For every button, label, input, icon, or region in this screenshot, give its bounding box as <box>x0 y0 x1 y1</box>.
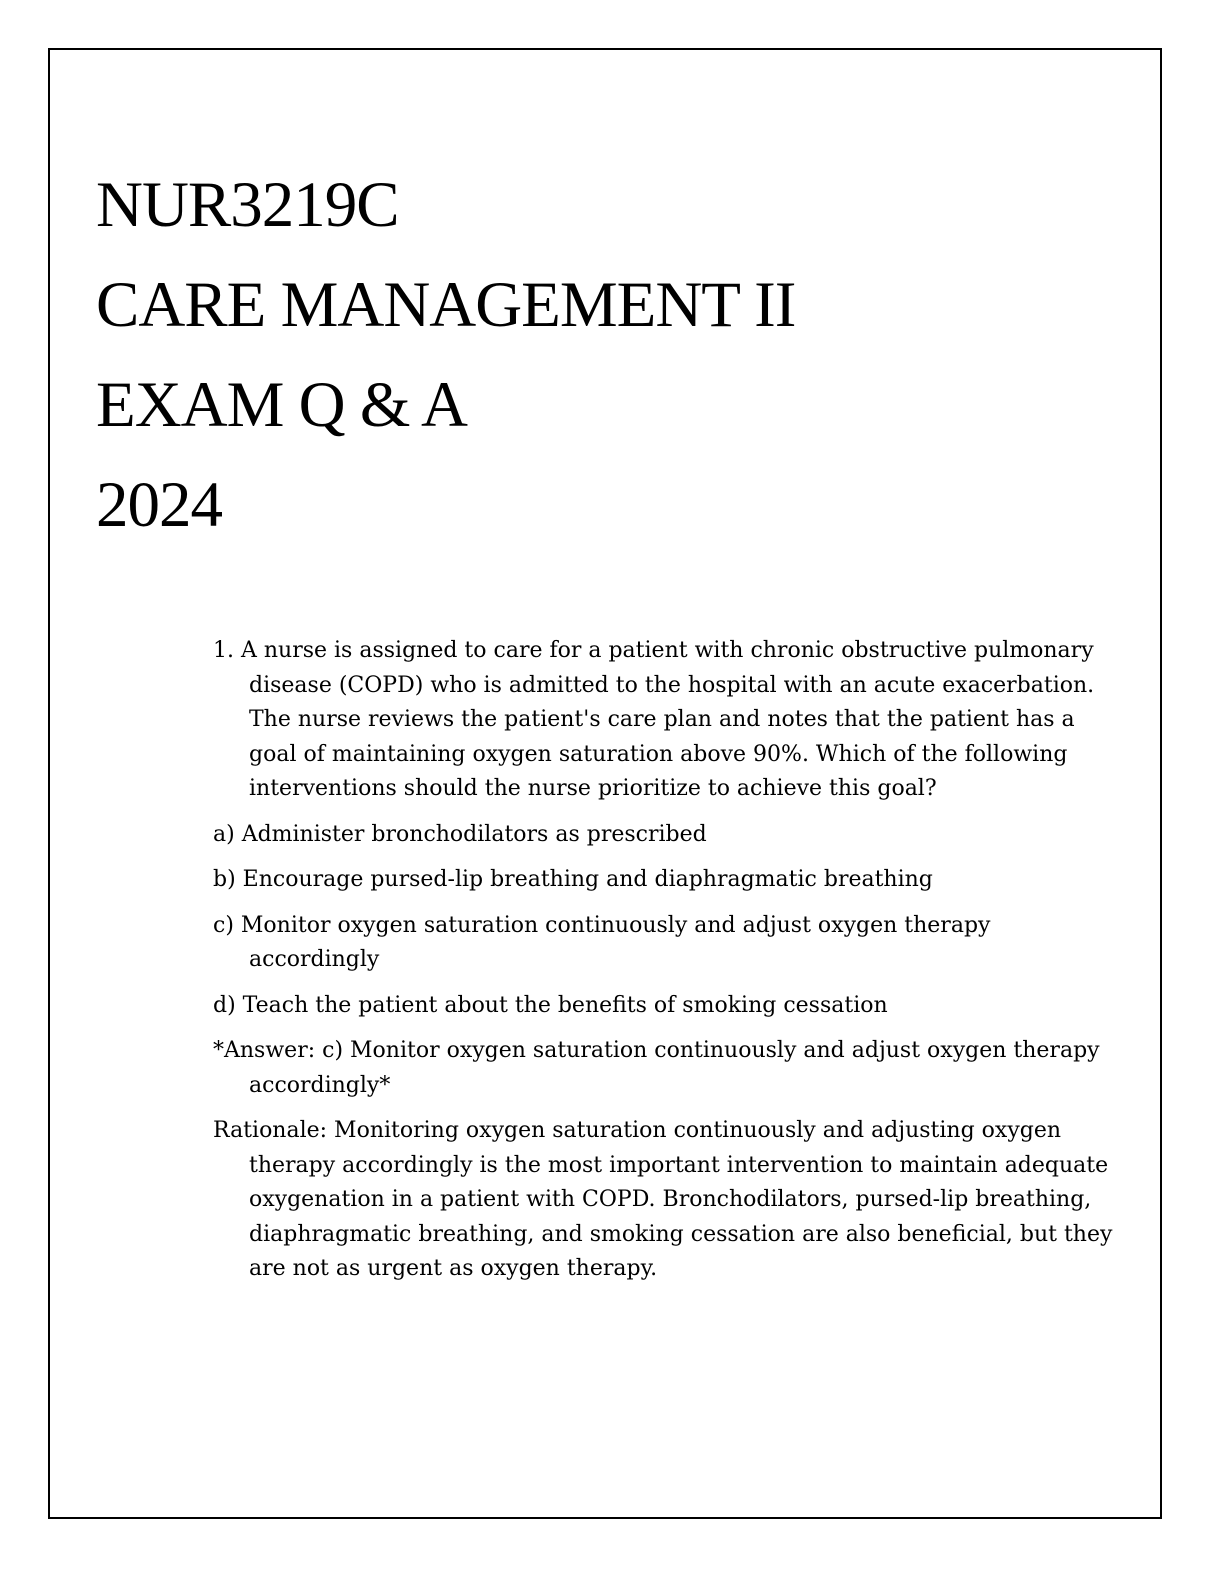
option-d: d) Teach the patient about the benefits of smoking cessation <box>213 992 888 1018</box>
title-course-name: CARE MANAGEMENT II <box>96 269 796 341</box>
option-a: a) Administer bronchodilators as prescribed <box>213 821 707 847</box>
option-c: c) Monitor oxygen saturation continuously and adjust oxygen therapy accordingly <box>213 912 991 972</box>
rationale-text: Rationale: Monitoring oxygen saturation continuously and adjusting oxygen therapy accordingly is the most important intervention to maintain adequate oxygenation in a patient with COPD. Bronchodilators, pursed-lip breathing, diaphragmatic breathing, and smoking cessation are also beneficial, but they are not as urgent as oxygen therapy. <box>213 1118 1113 1281</box>
option-b: b) Encourage pursed-lip breathing and diaphragmatic breathing <box>213 867 933 892</box>
answer-text: *Answer: c) Monitor oxygen saturation continuously and adjust oxygen therapy accordingly* <box>213 1038 1100 1098</box>
question-block <box>213 634 1113 1298</box>
title-course-code: NUR3219C <box>96 169 399 241</box>
title-exam-label: EXAM Q & A <box>96 369 467 441</box>
title-year: 2024 <box>96 469 222 541</box>
document-title <box>96 155 1096 555</box>
question-text: 1. A nurse is assigned to care for a patient with chronic obstructive pulmonary disease (COPD) who is admitted to the hospital with an acute exacerbation. The nurse reviews the patient's care plan and notes that the patient has a goal of maintaining oxygen saturation above 90%. Which of the following interventions should the nurse prioritize to achieve this goal? <box>213 638 1095 801</box>
